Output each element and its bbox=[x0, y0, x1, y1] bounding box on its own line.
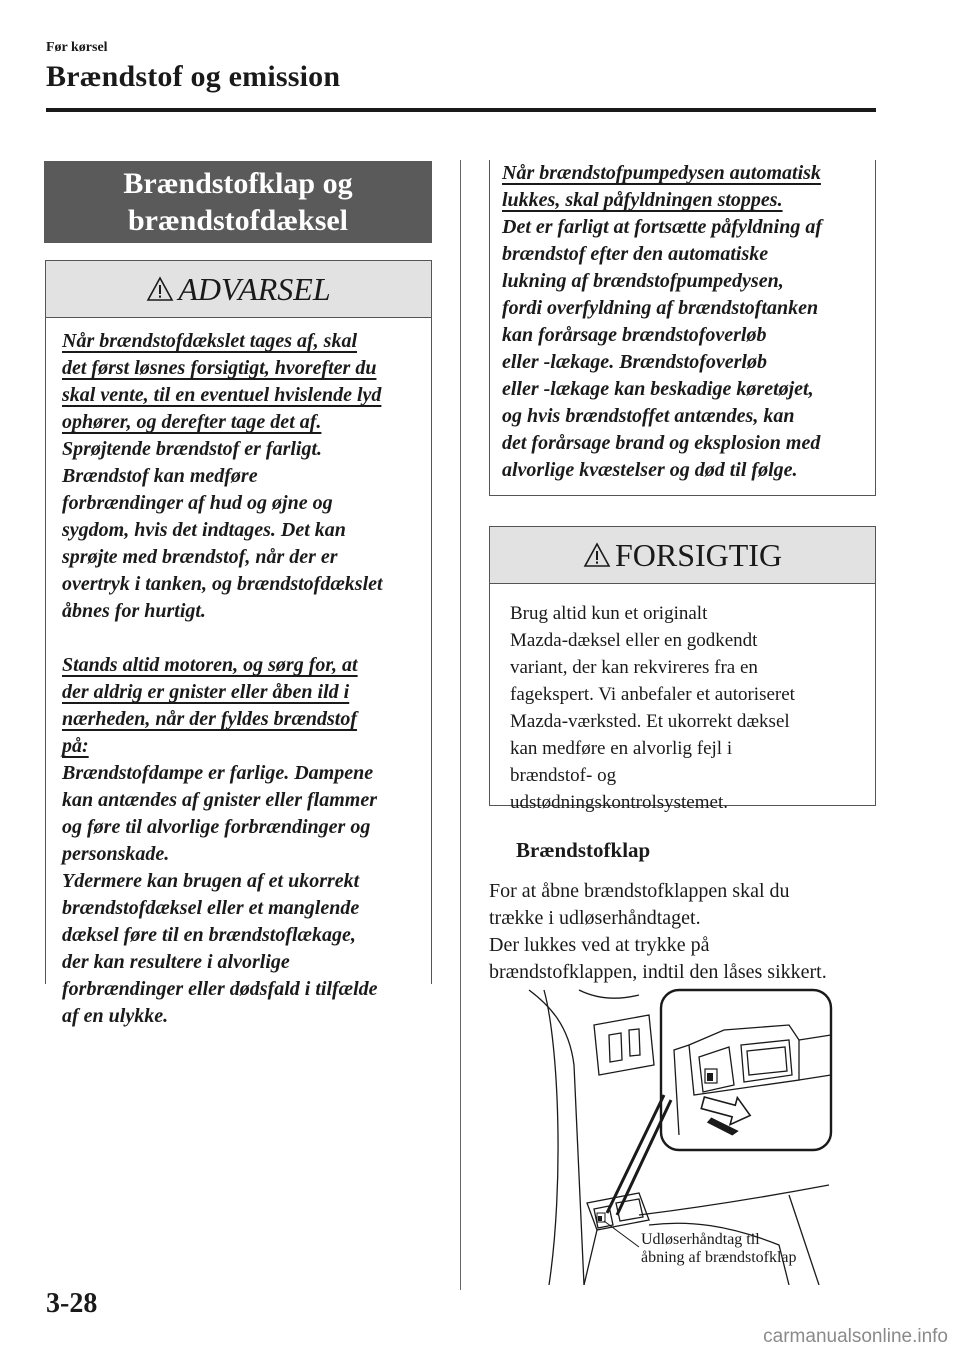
caution-line: brændstof- og bbox=[510, 765, 617, 786]
fuel-lid-line: trække i udløserhåndtaget. bbox=[489, 907, 701, 929]
warning-continued-line: kan forårsage brændstofoverløb bbox=[502, 324, 767, 346]
warning-continued-line: alvorlige kvæstelser og død til følge. bbox=[502, 459, 798, 481]
fuel-lid-release-figure bbox=[489, 985, 884, 1285]
warning-continued-line: eller -lækage. Brændstofoverløb bbox=[502, 351, 767, 373]
fuel-lid-line: Der lukkes ved at trykke på bbox=[489, 934, 710, 956]
caution-line: udstødningskontrolsystemet. bbox=[510, 792, 728, 813]
column-divider bbox=[460, 160, 461, 1290]
warning-line: kan antændes af gnister eller flammer bbox=[62, 789, 378, 811]
pull-arrow-icon bbox=[699, 1089, 754, 1137]
caution-line: variant, der kan rekvireres fra en bbox=[510, 657, 758, 678]
caution-box-header bbox=[490, 527, 875, 584]
fuel-pump-small-icon bbox=[597, 1213, 605, 1222]
warning-continued-line: det forårsage brand og eksplosion med bbox=[502, 432, 821, 454]
warning-triangle-icon bbox=[146, 276, 174, 302]
warning-continued-line: Det er farligt at fortsætte påfyldning af bbox=[502, 216, 822, 238]
page-title: Brændstof og emission bbox=[46, 60, 341, 93]
warning-line: skal vente, til en eventuel hvislende lyd bbox=[62, 384, 382, 406]
warning-continued-box bbox=[489, 160, 876, 496]
warning-heading: ADVARSEL bbox=[178, 270, 331, 307]
warning-line: Sprøjtende brændstof er farligt. bbox=[62, 438, 323, 460]
warning-line: overtryk i tanken, og brændstofdækslet bbox=[62, 573, 383, 595]
warning-line: og føre til alvorlige forbrændinger og bbox=[62, 816, 371, 838]
warning-continued-line: lukkes, skal påfyldningen stoppes. bbox=[502, 189, 783, 211]
warning-box-header bbox=[46, 261, 431, 318]
warning-line: Brændstofdampe er farlige. Dampene bbox=[62, 762, 374, 784]
warning-line: ophører, og derefter tage det af. bbox=[62, 411, 322, 433]
warning-continued-line: lukning af brændstofpumpedysen, bbox=[502, 270, 784, 292]
section-label: Før kørsel bbox=[46, 40, 108, 55]
fuel-pump-icon bbox=[705, 1069, 717, 1083]
warning-line: på: bbox=[62, 735, 89, 757]
warning-line: Stands altid motoren, og sørg for, at bbox=[62, 654, 358, 676]
warning-line: det først løsnes forsigtigt, hvorefter du bbox=[62, 357, 377, 379]
warning-line: dæksel føre til en brændstoflækage, bbox=[62, 924, 356, 946]
warning-line: der kan resultere i alvorlige bbox=[62, 951, 290, 973]
warning-line: sprøjte med brændstof, når der er bbox=[62, 546, 338, 568]
section-banner bbox=[44, 161, 432, 243]
caution-triangle-icon bbox=[583, 542, 611, 568]
warning-line: af en ulykke. bbox=[62, 1005, 169, 1027]
warning-continued-line: fordi overfyldning af brændstoftanken bbox=[502, 297, 819, 319]
caution-box bbox=[489, 526, 876, 813]
warning-line: nærheden, når der fyldes brændstof bbox=[62, 708, 358, 730]
caution-line: fagekspert. Vi anbefaler et autoriseret bbox=[510, 684, 795, 705]
caution-line: Mazda-værksted. Et ukorrekt dæksel bbox=[510, 711, 790, 732]
figure-label-line1: Udløserhåndtag til bbox=[641, 1231, 760, 1248]
section-banner-line2: brændstofdæksel bbox=[127, 204, 349, 237]
fuel-lid-line: brændstofklappen, indtil den låses sikkert. bbox=[489, 961, 827, 983]
warning-line: Ydermere kan brugen af et ukorrekt bbox=[62, 870, 360, 892]
figure-label-line2: åbning af brændstofklap bbox=[641, 1249, 797, 1266]
caution-line: Brug altid kun et originalt bbox=[510, 603, 708, 624]
watermark: carmanualsonline.info bbox=[763, 1326, 948, 1347]
warning-box bbox=[45, 260, 432, 1027]
warning-continued-line: Når brændstofpumpedysen automatisk bbox=[502, 162, 821, 184]
fuel-lid-heading: Brændstofklap bbox=[516, 838, 651, 862]
warning-line: Når brændstofdækslet tages af, skal bbox=[62, 330, 358, 352]
warning-line: personskade. bbox=[62, 843, 170, 865]
caution-body bbox=[490, 584, 875, 816]
warning-continued-line: brændstof efter den automatiske bbox=[502, 243, 769, 265]
warning-line: brændstofdæksel eller et manglende bbox=[62, 897, 360, 919]
section-banner-line1: Brændstofklap og bbox=[123, 167, 353, 200]
caution-heading: FORSIGTIG bbox=[614, 536, 783, 573]
fuel-lid-line: For at åbne brændstofklappen skal du bbox=[489, 880, 790, 902]
warning-continued-body bbox=[490, 160, 875, 484]
warning-line: sygdom, hvis det indtages. Det kan bbox=[62, 519, 346, 541]
caution-line: Mazda-dæksel eller en godkendt bbox=[510, 630, 758, 651]
warning-continued-line: og hvis brændstoffet antændes, kan bbox=[502, 405, 795, 427]
warning-line: forbrændinger af hud og øjne og bbox=[62, 492, 333, 514]
figure-label bbox=[641, 1231, 797, 1267]
warning-line: åbnes for hurtigt. bbox=[62, 600, 206, 622]
warning-line: Brændstof kan medføre bbox=[62, 465, 258, 487]
caution-line: kan medføre en alvorlig fejl i bbox=[510, 738, 733, 759]
page-number: 3-28 bbox=[46, 1288, 98, 1319]
warning-continued-line: eller -lækage kan beskadige køretøjet, bbox=[502, 378, 814, 400]
warning-body bbox=[46, 318, 431, 1030]
title-rule bbox=[46, 108, 876, 112]
warning-line: der aldrig er gnister eller åben ild i bbox=[62, 681, 350, 703]
warning-line: forbrændinger eller dødsfald i tilfælde bbox=[62, 978, 378, 1000]
fuel-lid-text bbox=[489, 878, 884, 986]
